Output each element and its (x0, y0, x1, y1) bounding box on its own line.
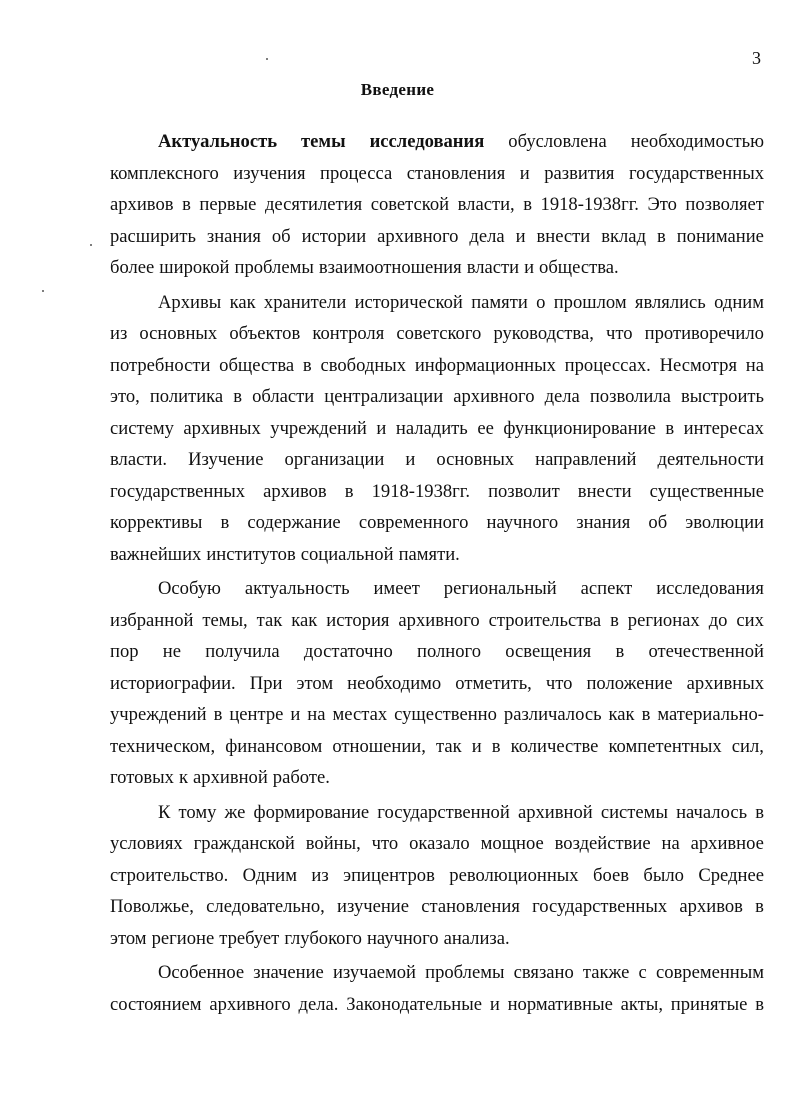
word: отечественной (648, 641, 764, 662)
word: в (755, 801, 764, 823)
word: так (435, 735, 462, 757)
word: было (643, 864, 684, 886)
word: исследования (369, 131, 485, 152)
word: значение (253, 962, 324, 983)
text-line (110, 476, 764, 508)
word: расширить (110, 225, 196, 247)
word: оказало (409, 833, 470, 854)
word: регионах (627, 609, 700, 631)
word: необходимостью (630, 131, 764, 152)
word: изучаемой (332, 962, 417, 983)
word: политика (149, 386, 224, 407)
word: широкой (159, 257, 230, 278)
word: нормативные (507, 993, 613, 1015)
text-line (110, 573, 764, 605)
word: научного (366, 927, 439, 949)
word: обусловлена (508, 131, 607, 152)
paragraph (110, 797, 764, 955)
word: в (615, 641, 625, 662)
word: архивной (517, 801, 593, 823)
word: архивов (263, 480, 327, 502)
word: акты, (620, 993, 663, 1015)
text-line (110, 636, 764, 668)
word: первые (199, 194, 257, 215)
word: знания (206, 225, 261, 247)
word: Несмотря (659, 354, 737, 376)
word: как (229, 291, 256, 313)
word: процесса (320, 162, 393, 184)
word: и (519, 162, 530, 184)
word: из (311, 864, 329, 886)
word: региональный (443, 578, 557, 599)
word: государственной (377, 801, 510, 823)
word: что (371, 833, 399, 854)
word: этом (110, 927, 147, 949)
word: что (545, 672, 573, 694)
word: в (641, 704, 651, 725)
text-line (110, 507, 764, 539)
word: основных (436, 449, 515, 470)
word: войны, (305, 833, 361, 854)
word: и (471, 735, 482, 757)
word: имеет (373, 578, 420, 599)
word: К (158, 801, 171, 823)
word: взаимоотношения (318, 257, 462, 278)
text-line (110, 989, 764, 1021)
word: объектов (229, 323, 301, 344)
text-line (110, 413, 764, 445)
word: в (755, 993, 764, 1015)
word: понимание (676, 225, 764, 247)
word: коррективы (110, 512, 203, 533)
word: архивного (398, 609, 480, 631)
word: внести (536, 225, 591, 247)
text-line (110, 762, 764, 794)
word: необходимо (347, 672, 442, 694)
word: и (515, 225, 526, 247)
word: в (182, 194, 191, 215)
word: позволила (589, 386, 671, 407)
word: компетентных (608, 735, 722, 757)
word: выстроить (680, 386, 764, 407)
word: изучение (337, 896, 410, 917)
word: до (708, 609, 728, 631)
word: анализа. (443, 927, 510, 949)
text-line (110, 828, 764, 860)
word: функционирование (503, 417, 656, 439)
word: Среднее (698, 864, 764, 886)
word: процессах. (564, 354, 651, 376)
word: так (256, 609, 283, 631)
word: исследования (656, 578, 764, 599)
word: регионе (151, 927, 215, 949)
word: учреждений (110, 704, 207, 725)
word: строительство. (110, 864, 229, 886)
word: прошлом (553, 291, 627, 313)
word: десятилетия (264, 194, 363, 215)
word: власти, (457, 194, 515, 215)
word: проблемы (425, 962, 505, 983)
word: институтов (206, 543, 296, 565)
paragraph (110, 126, 764, 284)
word: темы (301, 131, 346, 152)
word: и (524, 257, 535, 278)
word: воздействие (554, 833, 651, 854)
word: власти (466, 257, 520, 278)
word: советской (370, 194, 450, 215)
word: эпицентров (343, 864, 435, 886)
word: 1918-1938гг. (371, 480, 470, 502)
word: центре (229, 704, 284, 725)
word: не (162, 641, 181, 662)
word: гражданской (193, 833, 295, 854)
text-line (110, 605, 764, 637)
word: области (252, 386, 315, 407)
word: в (233, 386, 243, 407)
word: наладить (395, 417, 468, 439)
word: строительства (488, 609, 602, 631)
word: с (638, 962, 647, 983)
text-line (110, 318, 764, 350)
word: становления (406, 162, 506, 184)
word: работе. (272, 767, 330, 788)
word: государственных (628, 162, 764, 184)
text-line (110, 126, 764, 158)
word: история (326, 609, 390, 631)
word: потребности (110, 354, 211, 376)
word: полного (417, 641, 482, 662)
word: в (344, 480, 354, 502)
text-line (110, 252, 764, 284)
word: контроля (312, 323, 385, 344)
word: архивной (193, 767, 268, 788)
word: Актуальность (158, 131, 278, 152)
section-heading: Введение (360, 80, 435, 99)
word: существенно (394, 704, 497, 725)
word: об (648, 512, 668, 533)
scan-speck-3 (42, 290, 44, 292)
word: становления (421, 896, 520, 917)
word: архивного (209, 993, 291, 1015)
word: общества (219, 354, 295, 376)
word: власти. (110, 449, 168, 470)
word: в (656, 225, 666, 247)
word: боев (592, 864, 630, 886)
word: дела (544, 386, 580, 407)
word: информационных (414, 354, 556, 376)
word: 1918-1938гг. (540, 194, 639, 215)
word: в (665, 417, 675, 439)
text-line (110, 668, 764, 700)
word: положение (586, 672, 673, 694)
word: являлись (634, 291, 706, 313)
text-line (110, 350, 764, 382)
word: материально- (657, 704, 764, 725)
paragraph (110, 957, 764, 1020)
word: Архивы (158, 291, 222, 313)
word: на (307, 704, 326, 725)
word: направлений (535, 449, 637, 470)
word: получила (205, 641, 280, 662)
word: на (661, 833, 680, 854)
word: в (491, 735, 501, 757)
word: комплексного (110, 162, 219, 184)
word: темы, (202, 609, 248, 631)
word: в (220, 512, 230, 533)
text-line (110, 381, 764, 413)
text-line (110, 957, 764, 989)
word: мощное (480, 833, 544, 854)
word: этом (296, 672, 334, 694)
word: общества. (539, 257, 619, 278)
word: Это (647, 194, 677, 215)
word: принятые (670, 993, 748, 1015)
word: финансовом (225, 735, 323, 757)
word: что (606, 323, 633, 344)
paragraph (110, 287, 764, 571)
word: историографии. (110, 672, 236, 694)
word: готовых (110, 767, 174, 788)
scan-speck-1 (266, 58, 268, 60)
word: основных (139, 323, 218, 344)
word: тому (178, 801, 217, 823)
text-line (110, 891, 764, 923)
word: связано (513, 962, 574, 983)
word: формирование (253, 801, 370, 823)
word: дела. (298, 993, 339, 1015)
word: к (178, 767, 189, 788)
word: Особенное (158, 962, 245, 983)
word: существенные (649, 480, 764, 502)
word: различалось (503, 704, 602, 725)
text-line (110, 731, 764, 763)
text-line (110, 444, 764, 476)
text-line (110, 539, 764, 571)
word: состоянием (110, 993, 202, 1015)
word: учреждений (270, 417, 367, 439)
word: избранной (110, 609, 194, 631)
text-line (110, 221, 764, 253)
word: организации (284, 449, 385, 470)
word: вклад (601, 225, 647, 247)
word: Изучение (188, 449, 264, 470)
word: государственных (532, 896, 668, 917)
text-line (110, 797, 764, 829)
word: руководства, (493, 323, 594, 344)
word: архивных (686, 672, 764, 694)
word: содержание (247, 512, 341, 533)
word: памяти (471, 291, 528, 313)
text-line (110, 923, 764, 955)
word: местах (332, 704, 388, 725)
word: и (376, 417, 387, 439)
word: развития (544, 162, 615, 184)
word: революционных (449, 864, 579, 886)
word: в (302, 354, 312, 376)
word: современного (358, 512, 469, 533)
word: Законодательные (346, 993, 482, 1015)
word: это, (110, 386, 140, 407)
word: освещения (505, 641, 592, 662)
word: памяти. (398, 543, 460, 565)
text-line (110, 699, 764, 731)
word: хранители (263, 291, 347, 313)
word: современным (655, 962, 764, 983)
word: началось (676, 801, 748, 823)
word: исторической (354, 291, 463, 313)
word: Поволжье, (110, 896, 194, 917)
word: деятельности (657, 449, 764, 470)
word: дела (469, 225, 505, 247)
word: эволюции (685, 512, 764, 533)
word: из (110, 323, 128, 344)
word: отметить, (455, 672, 532, 694)
word: условиях (110, 833, 183, 854)
word: архивов (679, 896, 743, 917)
word: техническом, (110, 735, 216, 757)
word: позволит (488, 480, 560, 502)
word: архивное (690, 833, 764, 854)
word: архивного (377, 225, 459, 247)
word: сил, (731, 735, 764, 757)
word: достаточно (303, 641, 393, 662)
word: и (405, 449, 416, 470)
word: свободных (320, 354, 407, 376)
word: пор (110, 641, 139, 662)
word: также (582, 962, 630, 983)
word: позволяет (685, 194, 764, 215)
word: Одним (242, 864, 297, 886)
word: как (291, 609, 318, 631)
word: интересах (683, 417, 764, 439)
word: в (755, 896, 764, 917)
word: на (745, 354, 764, 376)
word: в (523, 194, 532, 215)
word: глубокого (284, 927, 362, 949)
word: знания (576, 512, 631, 533)
scan-speck-2 (90, 244, 92, 246)
word: же (224, 801, 246, 823)
word: социальной (300, 543, 394, 565)
word: внести (577, 480, 632, 502)
word: Особую (158, 578, 221, 599)
word: архивов (110, 194, 174, 215)
word: в (610, 609, 619, 631)
word: как (608, 704, 635, 725)
word: сих (736, 609, 764, 631)
word: аспект (580, 578, 633, 599)
body-text (110, 126, 764, 1020)
word: архивных (183, 417, 261, 439)
word: актуальность (244, 578, 350, 599)
word: отношении, (332, 735, 426, 757)
word: систему (110, 417, 174, 439)
word: изучения (233, 162, 306, 184)
word: ее (477, 417, 494, 439)
page-number: 3 (752, 48, 761, 68)
text-line (110, 158, 764, 190)
word: архивного (453, 386, 535, 407)
word: более (110, 257, 155, 278)
text-line (110, 287, 764, 319)
word: При (249, 672, 283, 694)
word: научного (486, 512, 559, 533)
text-line (110, 860, 764, 892)
word: проблемы (234, 257, 314, 278)
text-line (110, 189, 764, 221)
word: требует (219, 927, 280, 949)
word: централизации (324, 386, 444, 407)
paragraph (110, 573, 764, 794)
word: следовательно, (206, 896, 325, 917)
word: об (271, 225, 291, 247)
word: и (489, 993, 500, 1015)
word: и (290, 704, 301, 725)
word: советского (396, 323, 482, 344)
word: важнейших (110, 543, 202, 565)
word: о (536, 291, 546, 313)
word: количестве (510, 735, 599, 757)
word: системы (600, 801, 668, 823)
word: в (213, 704, 223, 725)
word: противоречило (644, 323, 764, 344)
word: государственных (110, 480, 246, 502)
word: истории (301, 225, 367, 247)
word: одним (714, 291, 764, 313)
